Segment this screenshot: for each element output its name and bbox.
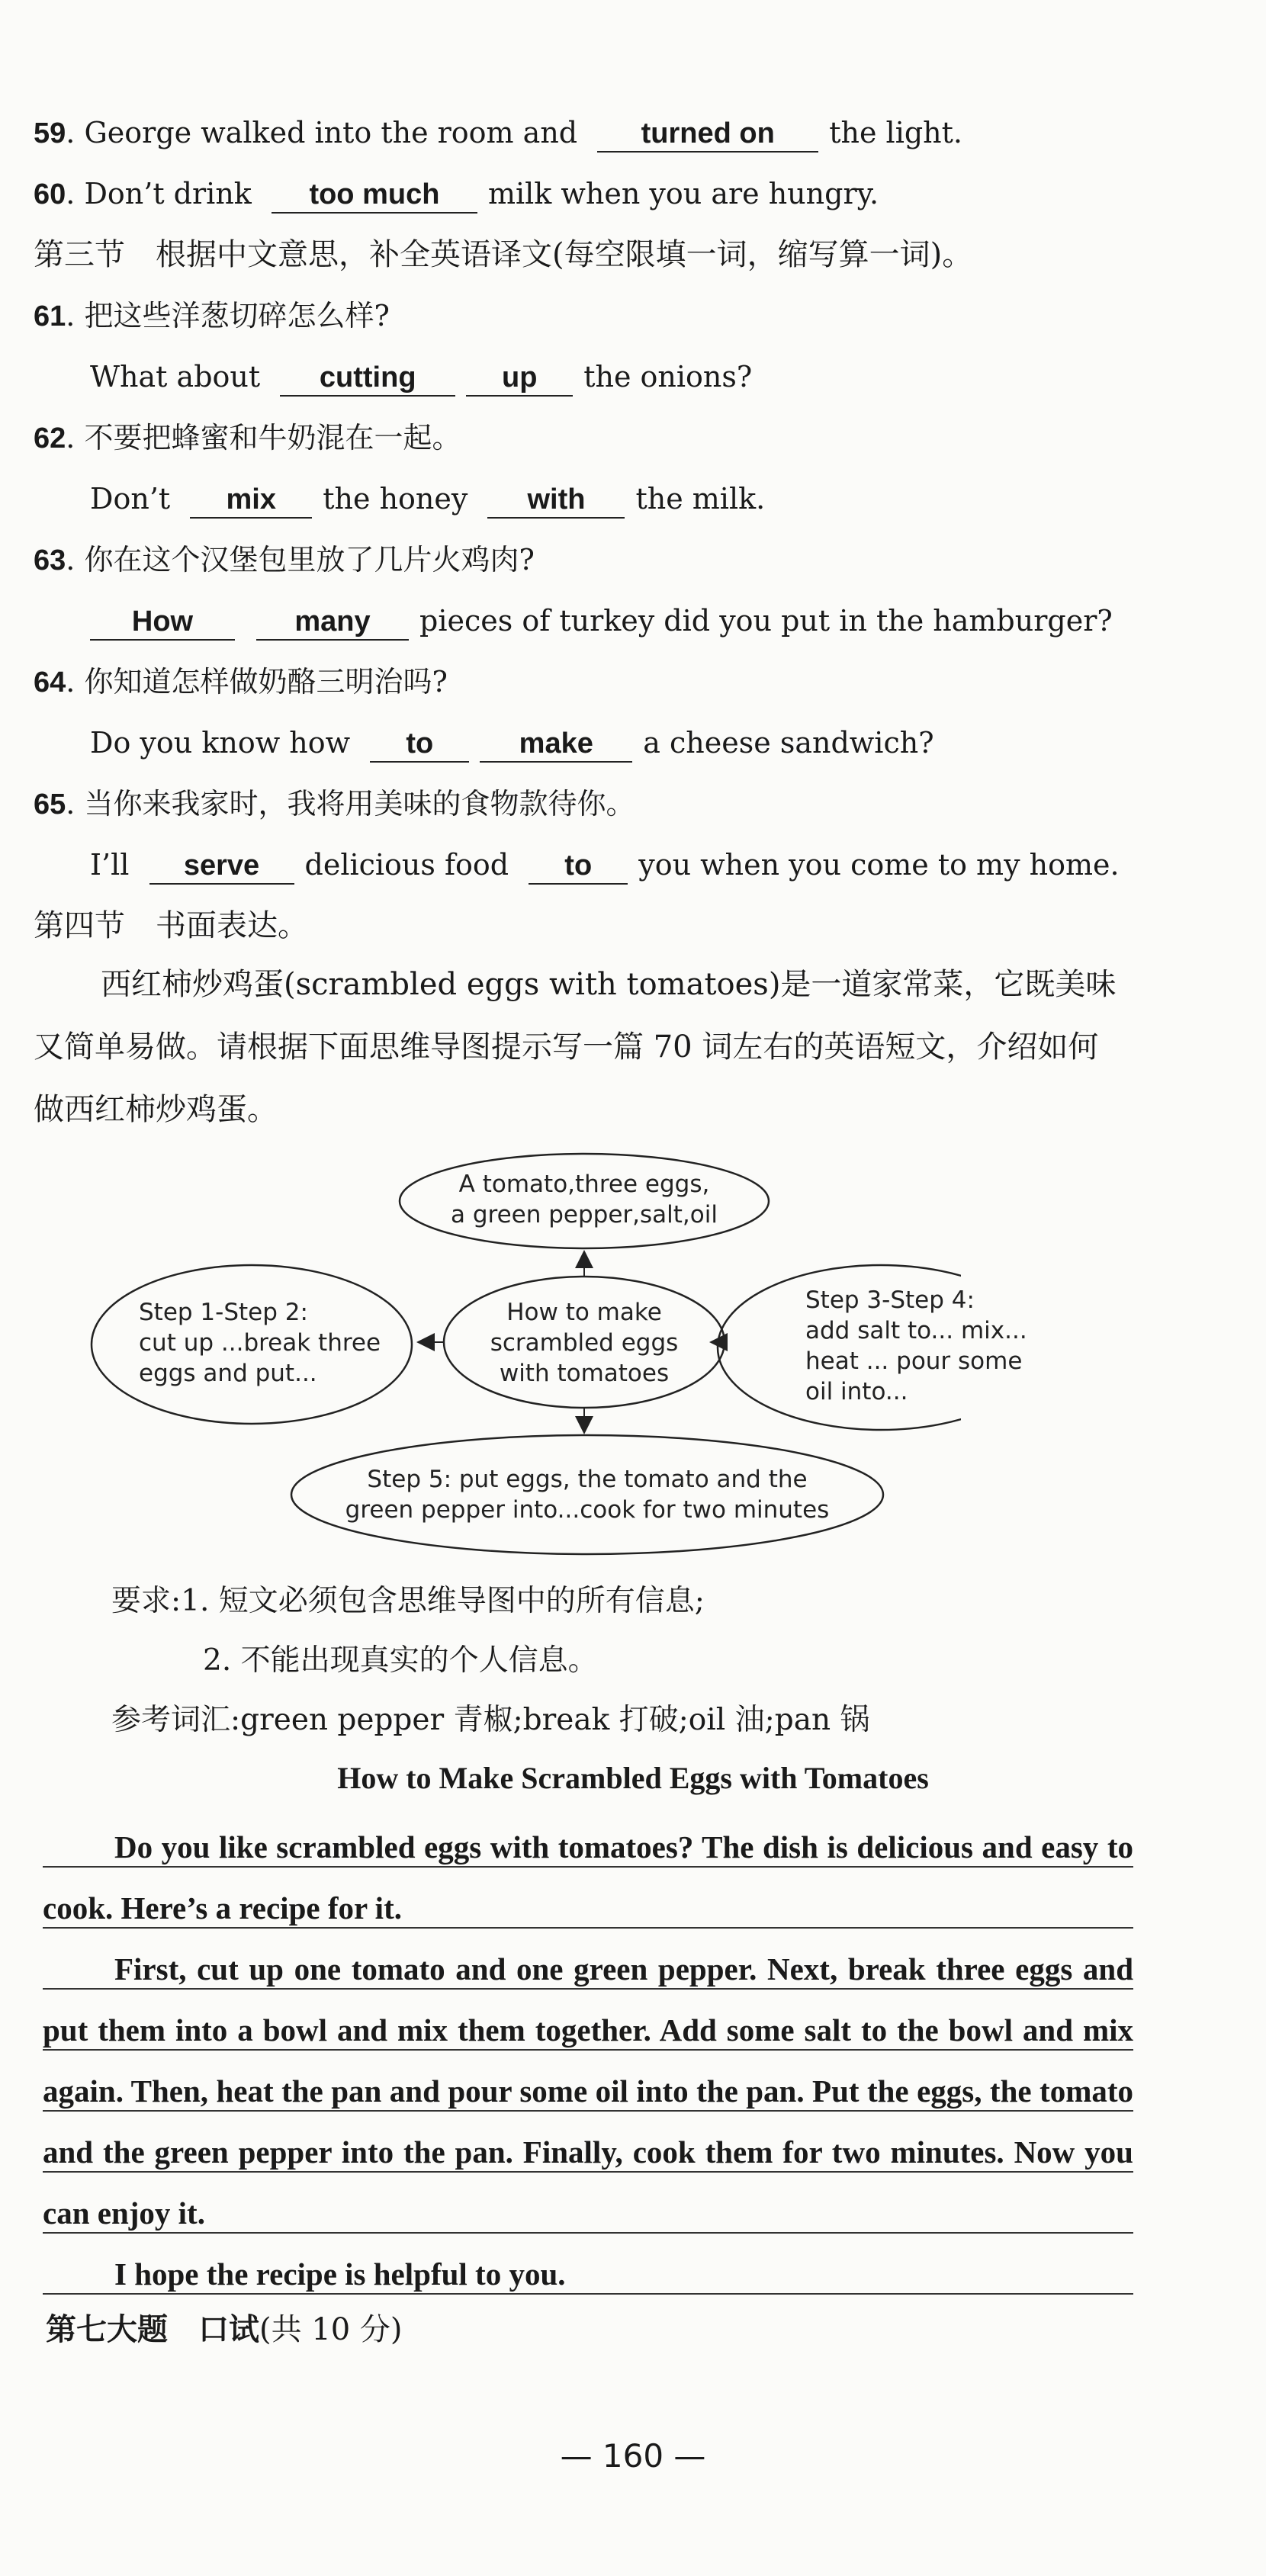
question-text: the light. (829, 116, 963, 149)
node-line: Step 1-Step 2: (139, 1299, 308, 1326)
question-text: delicious food (304, 848, 509, 882)
node-left-text (139, 1297, 381, 1389)
question-text: . George walked into the room and (66, 116, 578, 149)
answer-blank: serve (149, 848, 294, 885)
section-7-heading (46, 2305, 403, 2349)
node-line: oil into... (805, 1378, 908, 1405)
node-line: add salt to... mix... (805, 1317, 1027, 1344)
essay-paragraph-1: Do you like scrambled eggs with tomatoes? The dish is delicious and easy to cook. Here’s a recipe for it. (43, 1829, 1133, 1926)
question-65-chinese (34, 784, 635, 824)
question-61-chinese (34, 296, 390, 336)
answer-blank: How (90, 604, 235, 641)
essay-title: How to Make Scrambled Eggs with Tomatoes (337, 1761, 929, 1795)
node-line: A tomato,three eggs, (458, 1171, 710, 1198)
question-text: Don’t (90, 482, 171, 516)
question-text: What about (90, 360, 261, 393)
essay-paragraph-3: I hope the recipe is helpful to you. (114, 2256, 566, 2292)
question-64-english (90, 723, 934, 763)
question-text: milk when you are hungry. (487, 177, 879, 210)
answer-blank: too much (272, 177, 477, 214)
question-63-chinese (34, 540, 535, 580)
chinese-sentence: . 把这些洋葱切碎怎么样? (66, 299, 390, 332)
chinese-sentence: . 你知道怎样做奶酪三明治吗? (66, 665, 448, 699)
reference-vocabulary: 参考词汇:green pepper 青椒;break 打破;oil 油;pan 锅 (111, 1703, 870, 1737)
question-number: 64 (34, 666, 66, 699)
answer-blank: with (487, 482, 625, 519)
writing-prompt: 西红柿炒鸡蛋(scrambled eggs with tomatoes)是一道家常菜，它既美味又简单易做。请根据下面思维导图提示写一篇 70 词左右的英语短文，介绍如何做西红柿炒鸡蛋。 (34, 967, 1117, 1127)
question-text: you when you come to my home. (638, 848, 1120, 882)
question-text: pieces of turkey did you put in the hamburger? (419, 604, 1113, 638)
requirement-label: 要求: (111, 1584, 182, 1618)
question-text: the onions? (583, 360, 753, 393)
answer-blank: to (370, 726, 469, 763)
question-number: 65 (34, 789, 66, 821)
answer-blank: turned on (597, 116, 818, 153)
node-line: How to make (506, 1299, 662, 1326)
question-65-english (90, 845, 1120, 885)
section-title: 第七大题 口试 (46, 2311, 259, 2347)
chinese-sentence: . 当你来我家时，我将用美味的食物款待你。 (66, 787, 635, 821)
node-line: green pepper into...cook for two minutes (345, 1496, 830, 1524)
mind-map (84, 1148, 1027, 1559)
answer-blank: mix (190, 482, 312, 519)
question-59 (34, 113, 962, 153)
chinese-sentence: . 不要把蜂蜜和牛奶混在一起。 (66, 421, 461, 454)
question-number: 62 (34, 422, 66, 454)
node-center-text (462, 1297, 706, 1389)
answer-blank: cutting (280, 360, 455, 397)
answer-blank: make (480, 726, 632, 763)
node-line: Step 3-Step 4: (805, 1286, 975, 1314)
answer-blank: many (256, 604, 409, 641)
essay-body (43, 1816, 1133, 2305)
essay-paragraph-2: First, cut up one tomato and one green pepper. Next, break three eggs and put them into a bowl and mix them together. Add some salt to the bowl and mix again. Then, heat the pan and pour some oil into the pan. Put the eggs, the tomato and the green pepper into the pan. Finally, cook them for two minutes. Now you can enjoy it. (43, 1951, 1133, 2231)
question-number: 61 (34, 300, 66, 332)
node-line: cut up ...break three (139, 1329, 381, 1357)
node-line: a green pepper,salt,oil (451, 1201, 718, 1229)
requirement-2: 2. 不能出现真实的个人信息。 (203, 1643, 598, 1678)
question-text: a cheese sandwich? (643, 726, 934, 760)
node-line: Step 5: put eggs, the tomato and the (367, 1466, 808, 1493)
answer-blank: to (529, 848, 628, 885)
question-number: 63 (34, 544, 66, 577)
question-text: . Don’t drink (66, 177, 252, 210)
question-number: 59 (34, 117, 66, 149)
question-62-english (90, 479, 765, 519)
node-right-text (805, 1285, 1027, 1407)
section-4-heading: 第四节 书面表达。 (34, 908, 308, 943)
node-line: heat ... pour some (805, 1347, 1023, 1375)
node-line: eggs and put... (139, 1360, 317, 1387)
node-line: scrambled eggs (490, 1329, 679, 1357)
question-text: the honey (323, 482, 468, 516)
question-62-chinese (34, 418, 461, 458)
node-bottom-text (313, 1464, 862, 1525)
section-score: (共 10 分) (259, 2312, 403, 2347)
question-61-english (90, 357, 752, 397)
question-number: 60 (34, 178, 66, 210)
question-text: I’ll (90, 848, 130, 882)
section-3-heading: 第三节 根据中文意思，补全英语译文(每空限填一词，缩写算一词)。 (34, 237, 973, 272)
question-64-chinese (34, 662, 448, 702)
question-63-english (90, 601, 1113, 641)
chinese-sentence: . 你在这个汉堡包里放了几片火鸡肉? (66, 543, 535, 577)
question-text: the milk. (635, 482, 766, 516)
question-60 (34, 174, 879, 214)
requirement-1 (111, 1582, 705, 1621)
answer-blank: up (466, 360, 573, 397)
node-line: with tomatoes (499, 1360, 670, 1387)
node-top-text (432, 1169, 737, 1230)
question-text: Do you know how (90, 726, 351, 760)
requirement-text: 1. 短文必须包含思维导图中的所有信息; (181, 1584, 705, 1618)
page-number: — 160 — (560, 2437, 706, 2475)
